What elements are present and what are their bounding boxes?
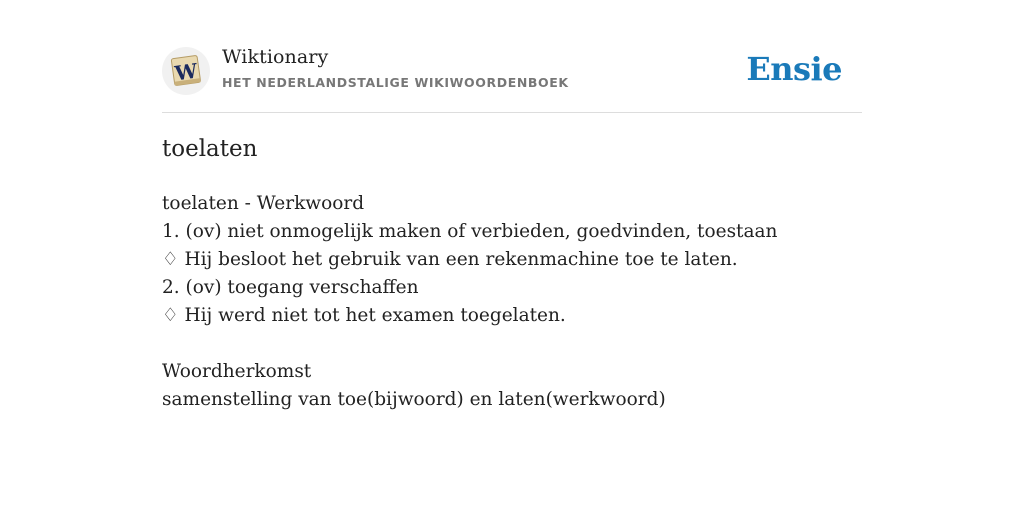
definition-2: 2. (ov) toegang verschaffen [162,277,419,298]
entry-title: toelaten [162,136,258,162]
blank-line [162,330,777,358]
header [162,0,862,113]
example-1: ♢ Hij besloot het gebruik van een rekenmachine toe te laten. [162,249,738,270]
etymology-heading: Woordherkomst [162,361,312,382]
ensie-brand-link[interactable]: Ensie [746,50,842,88]
example-2: ♢ Hij werd niet tot het examen toegelaten. [162,305,566,326]
etymology-text: samenstelling van toe(bijwoord) en laten(werkwoord) [162,389,666,410]
site-subtitle: HET NEDERLANDSTALIGE WIKIWOORDENBOEK [222,75,569,90]
site-title[interactable]: Wiktionary [222,46,329,68]
definition-1: 1. (ov) niet onmogelijk maken of verbieden, goedvinden, toestaan [162,221,778,242]
wiktionary-logo-icon[interactable] [162,47,210,95]
entry-body [162,190,777,414]
word-class-line: toelaten - Werkwoord [162,193,365,214]
svg-text:W: W [173,58,199,86]
page [162,0,862,410]
